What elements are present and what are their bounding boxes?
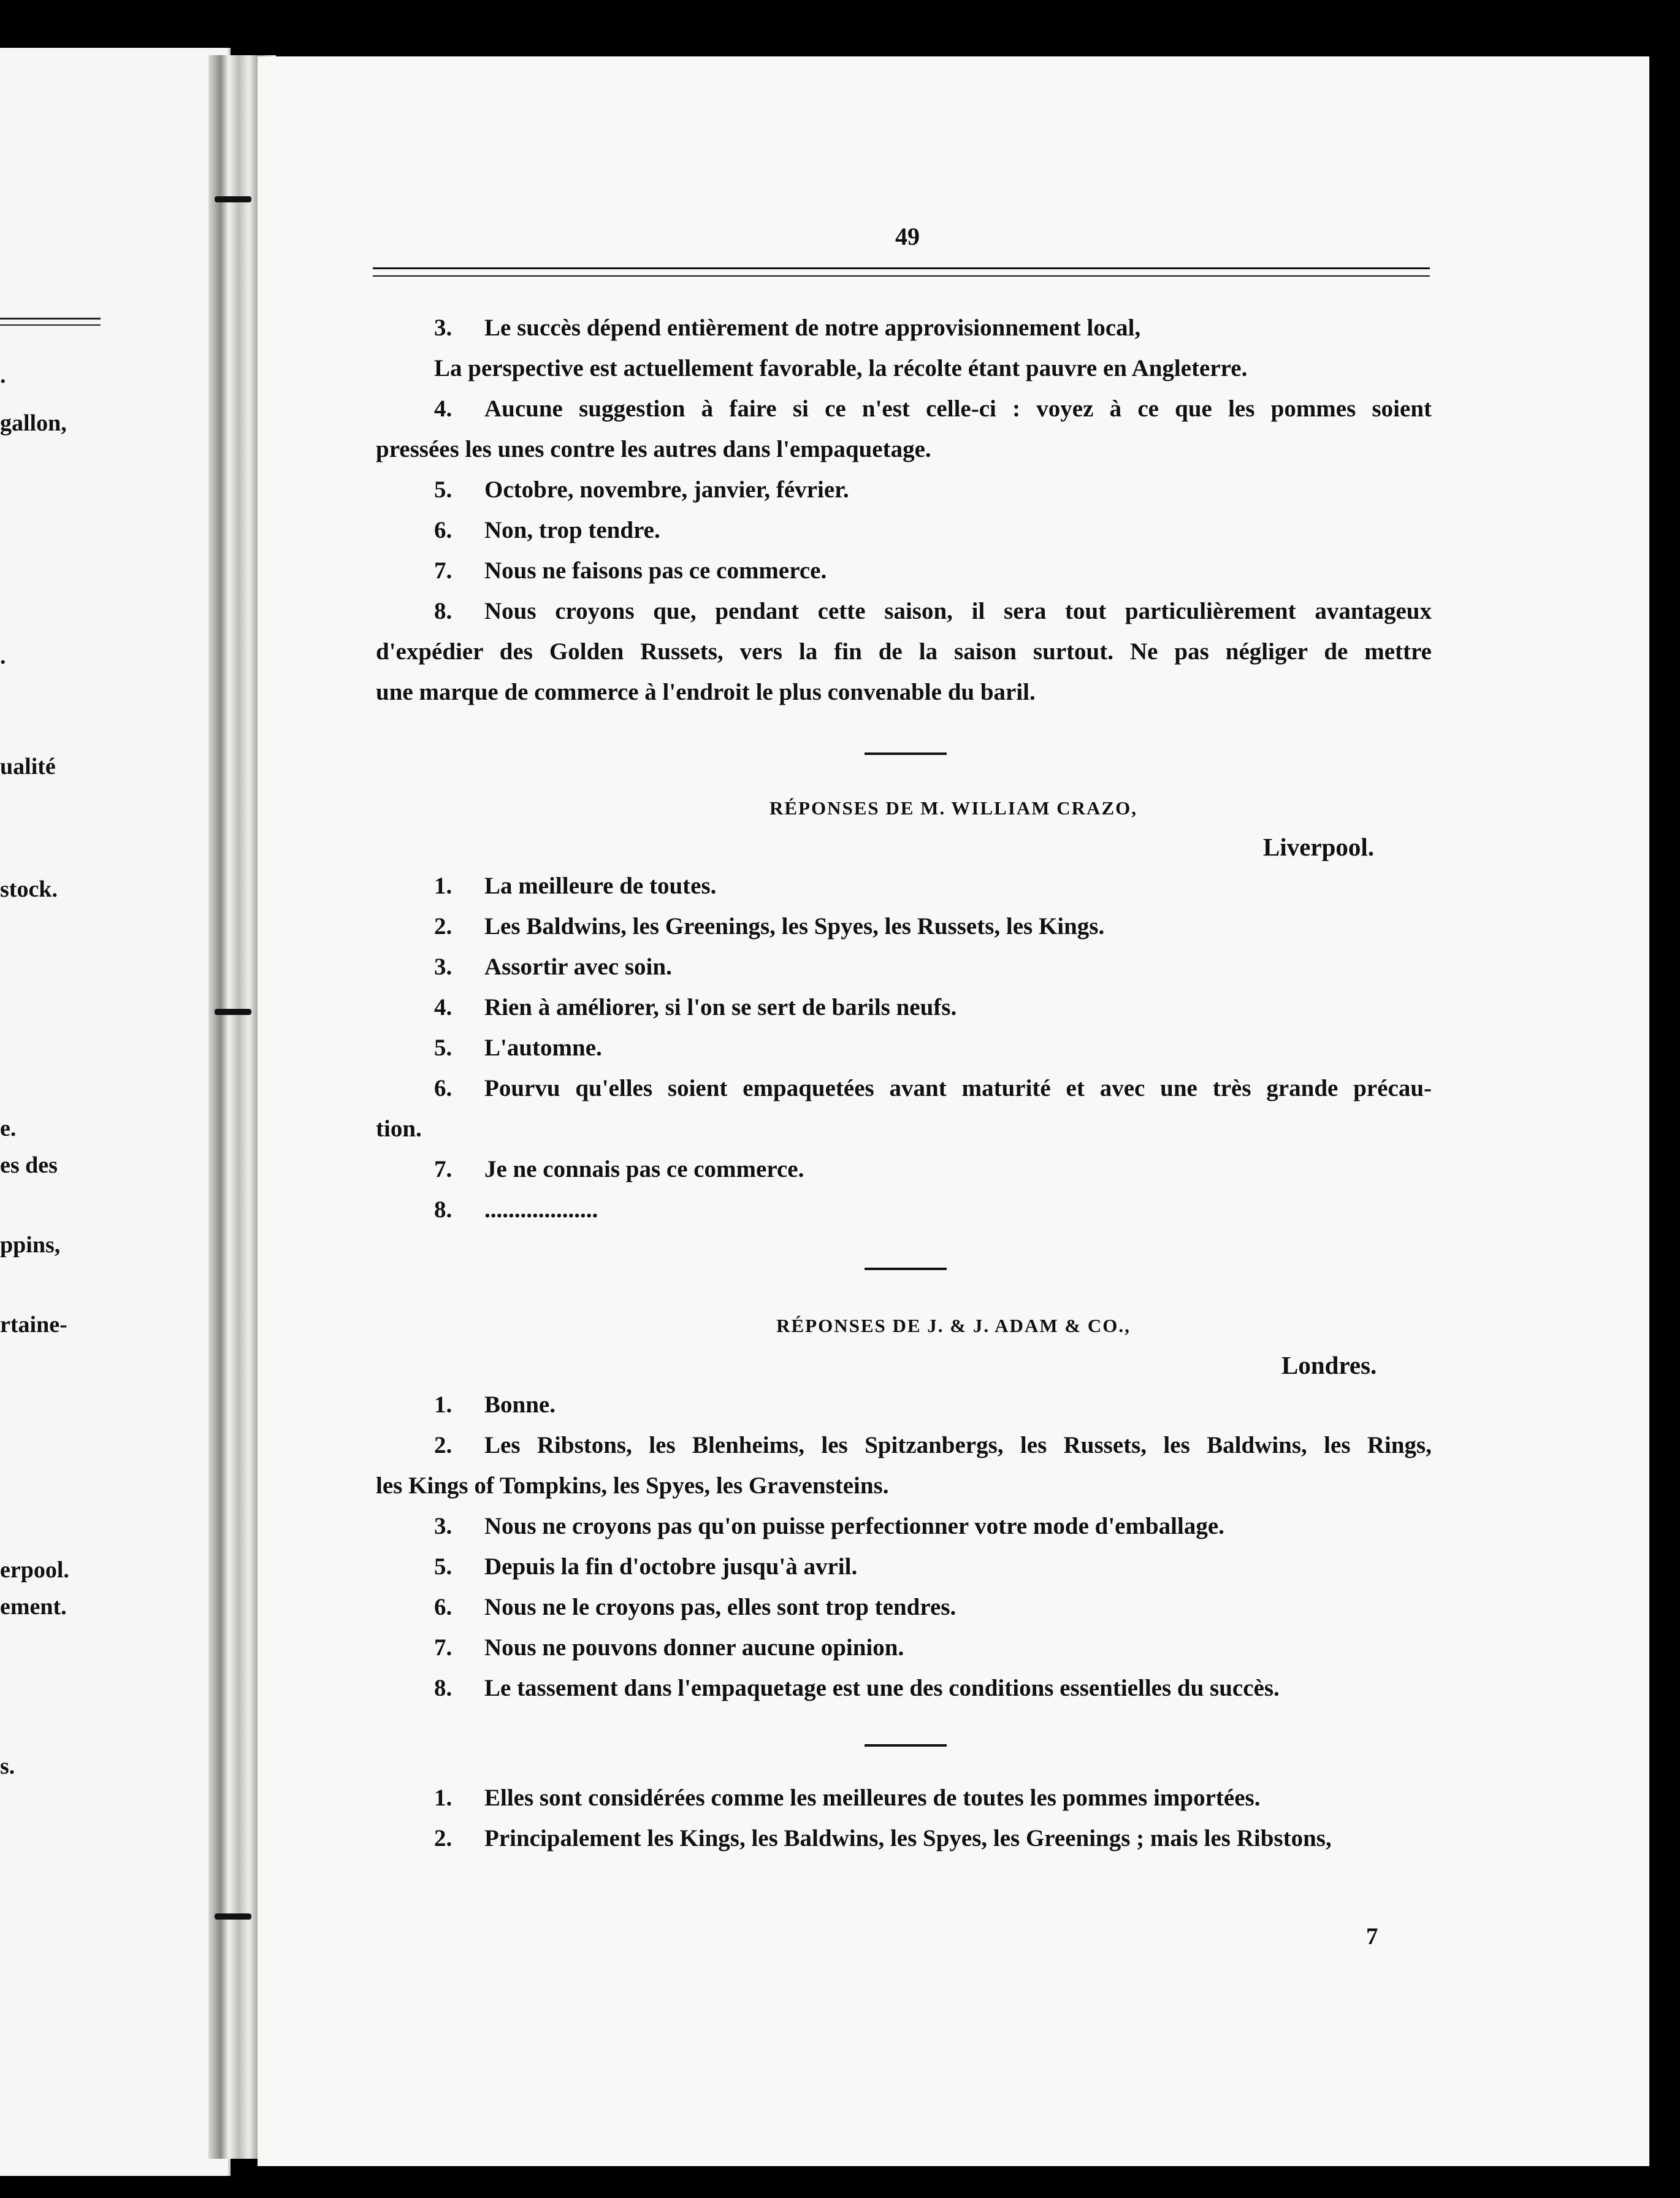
previous-page-fragment: . — [0, 362, 6, 388]
item-number: 4. — [434, 396, 452, 422]
item-text: Elles sont considérées comme les meilleures de toutes les pommes importées. — [484, 1785, 1261, 1811]
item-text: Le tassement dans l'empaquetage est une des conditions essentielles du succès. — [484, 1675, 1280, 1701]
section-place: Londres. — [1281, 1351, 1377, 1379]
section-divider — [865, 1744, 947, 1747]
item-number: 7. — [434, 557, 452, 584]
item-number: 4. — [434, 994, 452, 1020]
binding-stitch — [215, 1913, 251, 1920]
previous-page-fragment: es des — [0, 1152, 58, 1178]
item-number: 5. — [434, 1553, 452, 1580]
item-number: 3. — [434, 1513, 452, 1539]
previous-page-fragment: ppins, — [0, 1232, 61, 1258]
item-number: 8. — [434, 1675, 452, 1701]
item-number: 6. — [434, 1594, 452, 1620]
item-text: Les Baldwins, les Greenings, les Spyes, les Russets, les Kings. — [484, 913, 1105, 940]
item-number: 8. — [434, 598, 452, 624]
item-text: Nous croyons que, pendant cette saison, il sera tout particulièrement avantageux — [484, 598, 1432, 624]
item-text: Pourvu qu'elles soient empaquetées avant maturité et avec une très grande précau- — [484, 1075, 1432, 1101]
item-number: 3. — [434, 954, 452, 980]
binding-stitch — [215, 196, 251, 202]
page-number: 49 — [895, 223, 920, 250]
item-number: 1. — [434, 1785, 452, 1811]
item-number: 5. — [434, 477, 452, 503]
item-text: La meilleure de toutes. — [484, 873, 717, 899]
previous-page-fragment: stock. — [0, 876, 58, 902]
previous-page-fragment: e. — [0, 1116, 17, 1141]
item-text: Principalement les Kings, les Baldwins, les Spyes, les Greenings ; mais les Ribstons, — [484, 1825, 1332, 1851]
item-text: Nous ne pouvons donner aucune opinion. — [484, 1634, 904, 1661]
item-text: Aucune suggestion à faire si ce n'est celle-ci : voyez à ce que les pommes soient — [484, 396, 1432, 422]
item-number: 8. — [434, 1197, 452, 1223]
item-number: 5. — [434, 1035, 452, 1061]
item-text: Les Ribstons, les Blenheims, les Spitzanbergs, les Russets, les Baldwins, les Rings, — [484, 1432, 1432, 1458]
item-number: 3. — [434, 315, 452, 341]
item-text: ................... — [484, 1197, 598, 1223]
section-heading: RÉPONSES DE J. & J. ADAM & CO., — [776, 1315, 1131, 1336]
item-number: 7. — [434, 1634, 452, 1661]
item-number: 7. — [434, 1156, 452, 1182]
previous-page-fragment: . — [0, 643, 6, 669]
item-text: Je ne connais pas ce commerce. — [484, 1156, 804, 1182]
item-text: Le succès dépend entièrement de notre approvisionnement local, — [484, 315, 1141, 341]
section-heading: RÉPONSES DE M. WILLIAM CRAZO, — [769, 797, 1137, 819]
item-text: L'automne. — [484, 1035, 602, 1061]
item-text: Non, trop tendre. — [484, 517, 660, 543]
item-text: Assortir avec soin. — [484, 954, 672, 980]
previous-page-fragment: ement. — [0, 1594, 67, 1620]
item-text: Rien à améliorer, si l'on se sert de barils neufs. — [484, 994, 957, 1020]
previous-page-rule — [0, 318, 101, 326]
item-text: Octobre, novembre, janvier, février. — [484, 477, 849, 503]
item-text: Bonne. — [484, 1392, 556, 1418]
previous-page — [0, 48, 231, 2176]
previous-page-fragment: ualité — [0, 754, 56, 779]
previous-page-fragment: s. — [0, 1753, 15, 1779]
item-text-continued: les Kings of Tompkins, les Spyes, les Gravensteins. — [376, 1472, 889, 1499]
item-number: 2. — [434, 1825, 452, 1851]
signature-mark: 7 — [1366, 1923, 1378, 1950]
previous-page-fragment: rtaine- — [0, 1312, 67, 1338]
item-text: Nous ne le croyons pas, elles sont trop tendres. — [484, 1594, 956, 1620]
document-page — [258, 56, 1649, 2166]
previous-page-fragment: erpool. — [0, 1557, 69, 1583]
item-number: 2. — [434, 1432, 452, 1458]
item-text-continued: tion. — [376, 1116, 422, 1142]
item-number: 2. — [434, 913, 452, 940]
item-text-continued: une marque de commerce à l'endroit le plus convenable du baril. — [376, 679, 1036, 705]
previous-page-fragment: gallon, — [0, 410, 67, 436]
header-rule — [373, 267, 1430, 277]
item-number: 1. — [434, 873, 452, 899]
item-text: Nous ne faisons pas ce commerce. — [484, 557, 827, 584]
item-text: Nous ne croyons pas qu'on puisse perfectionner votre mode d'emballage. — [484, 1513, 1224, 1539]
item-text-continued: pressées les unes contre les autres dans l'empaquetage. — [376, 436, 931, 462]
section-divider — [865, 1268, 947, 1270]
item-number: 6. — [434, 1075, 452, 1101]
section-divider — [865, 752, 947, 755]
item-number: 6. — [434, 517, 452, 543]
item-text: La perspective est actuellement favorable, la récolte étant pauvre en Angleterre. — [434, 355, 1248, 381]
item-text-continued: d'expédier des Golden Russets, vers la fin de la saison surtout. Ne pas négliger de mettre — [376, 638, 1432, 665]
item-text: Depuis la fin d'octobre jusqu'à avril. — [484, 1553, 858, 1580]
item-number: 1. — [434, 1392, 452, 1418]
section-place: Liverpool. — [1263, 833, 1375, 861]
binding-stitch — [215, 1009, 251, 1015]
